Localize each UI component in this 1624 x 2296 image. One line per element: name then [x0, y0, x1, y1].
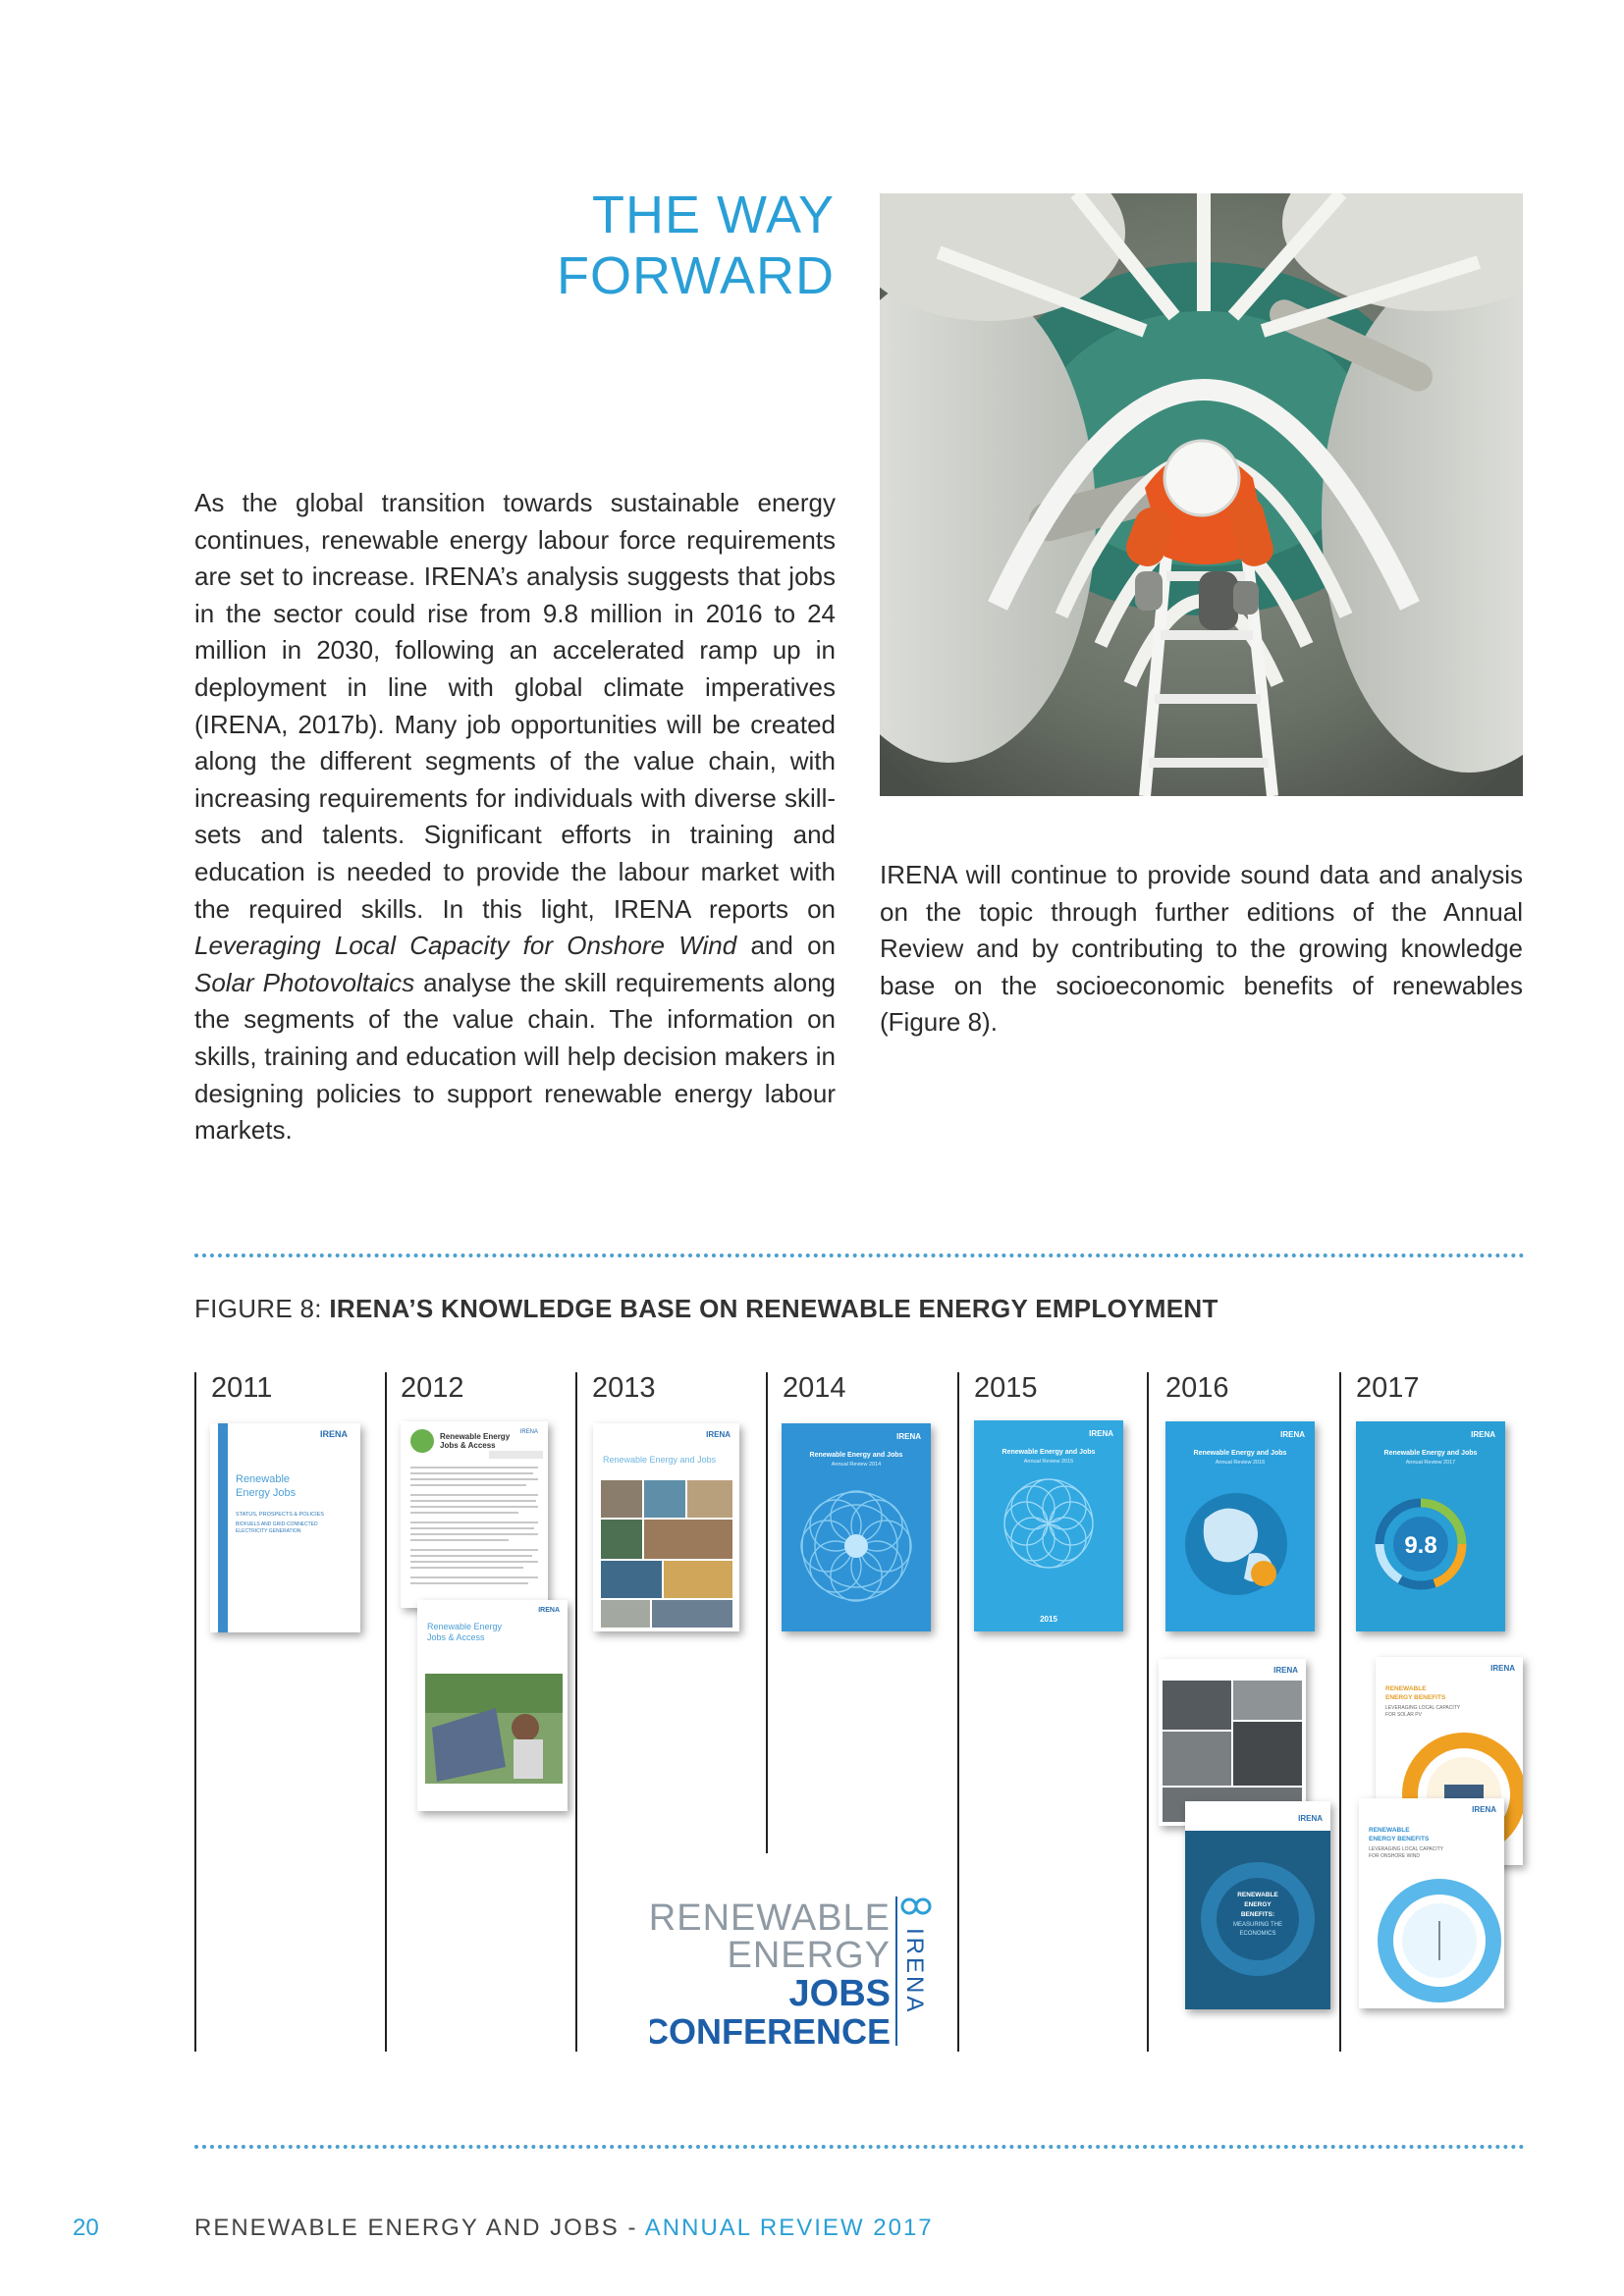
report-title-onshore-wind: Leveraging Local Capacity for Onshore Wind — [194, 931, 737, 961]
svg-text:ENERGY: ENERGY — [727, 1935, 891, 1976]
svg-text:BENEFITS:: BENEFITS: — [1240, 1911, 1275, 1918]
svg-text:CONFERENCE: CONFERENCE — [650, 2011, 891, 2052]
svg-text:FOR ONSHORE WIND: FOR ONSHORE WIND — [1369, 1853, 1420, 1859]
svg-text:Renewable: Renewable — [236, 1473, 291, 1485]
figure-title: IRENA’S KNOWLEDGE BASE ON RENEWABLE ENERGY EMPLOYMENT — [329, 1294, 1218, 1323]
figure-caption — [194, 1294, 1218, 1324]
svg-text:IRENA: IRENA — [706, 1430, 731, 1439]
report-cover-2013 — [593, 1423, 739, 1631]
svg-text:ENERGY BENEFITS: ENERGY BENEFITS — [1369, 1836, 1430, 1842]
svg-text:IRENA: IRENA — [1298, 1814, 1323, 1823]
page-title: THE WAY FORWARD — [557, 186, 835, 305]
year-2017: 2017 — [1356, 1372, 1420, 1404]
svg-text:Renewable Energy and Jobs: Renewable Energy and Jobs — [603, 1455, 717, 1465]
report-cover-2017-onshore-wind — [1359, 1798, 1504, 2008]
svg-text:BIOFUELS AND GRID-CONNECTED: BIOFUELS AND GRID-CONNECTED — [236, 1522, 318, 1527]
figure-top-divider — [194, 1254, 1525, 1257]
svg-text:RENEWABLE: RENEWABLE — [650, 1897, 891, 1939]
svg-text:IRENA: IRENA — [538, 1607, 560, 1614]
svg-text:IRENA: IRENA — [1273, 1666, 1298, 1675]
page-number: 20 — [73, 2215, 99, 2241]
report-cover-2012-jobs-access — [417, 1600, 568, 1811]
svg-text:Renewable Energy and Jobs: Renewable Energy and Jobs — [1193, 1450, 1287, 1457]
svg-text:MEASURING THE: MEASURING THE — [1233, 1922, 1282, 1928]
timeline-line-2011 — [194, 1372, 196, 2052]
svg-text:RENEWABLE: RENEWABLE — [1385, 1685, 1427, 1692]
svg-text:Jobs & Access: Jobs & Access — [427, 1632, 485, 1642]
jobs-conference-logo — [650, 1889, 935, 2056]
svg-text:Renewable Energy: Renewable Energy — [427, 1622, 503, 1631]
svg-text:Annual Review 2017: Annual Review 2017 — [1405, 1460, 1456, 1466]
svg-text:Renewable Energy and Jobs: Renewable Energy and Jobs — [1001, 1449, 1096, 1456]
svg-text:STATUS, PROSPECTS & POLICIES: STATUS, PROSPECTS & POLICIES — [236, 1512, 324, 1518]
svg-text:RENEWABLE: RENEWABLE — [1369, 1827, 1410, 1834]
report-title-solar-pv: Solar Photovoltaics — [194, 967, 415, 997]
svg-text:Renewable Energy and Jobs: Renewable Energy and Jobs — [809, 1452, 903, 1459]
timeline-line-2012 — [385, 1372, 387, 2052]
worker-ladder-photo — [880, 193, 1523, 796]
year-2015: 2015 — [974, 1372, 1038, 1404]
report-cover-2016-benefits — [1185, 1801, 1330, 2009]
report-cover-2011 — [210, 1423, 360, 1632]
svg-text:LEVERAGING LOCAL CAPACITY: LEVERAGING LOCAL CAPACITY — [1369, 1846, 1444, 1852]
report-cover-2017-annual-review — [1356, 1421, 1505, 1631]
year-2014: 2014 — [783, 1372, 846, 1404]
report-cover-2016-annual-review — [1165, 1421, 1315, 1631]
year-2013: 2013 — [592, 1372, 656, 1404]
timeline-line-2013 — [575, 1372, 577, 2052]
svg-text:IRENA: IRENA — [896, 1432, 921, 1441]
svg-text:ELECTRICITY GENERATION: ELECTRICITY GENERATION — [236, 1528, 301, 1534]
svg-text:IRENA: IRENA — [1280, 1430, 1305, 1439]
svg-text:RENEWABLE: RENEWABLE — [1237, 1892, 1278, 1898]
timeline-line-2017 — [1339, 1372, 1341, 2052]
year-2011: 2011 — [211, 1372, 273, 1404]
svg-text:Annual Review 2016: Annual Review 2016 — [1215, 1460, 1266, 1466]
svg-text:2015: 2015 — [1040, 1615, 1057, 1624]
svg-text:JOBS: JOBS — [788, 1973, 891, 2014]
report-cover-2015 — [974, 1420, 1123, 1631]
footer-accent: ANNUAL REVIEW 2017 — [644, 2215, 934, 2241]
running-footer: RENEWABLE ENERGY AND JOBS - ANNUAL REVIEW 2017 — [194, 2215, 934, 2241]
svg-text:LEVERAGING LOCAL CAPACITY: LEVERAGING LOCAL CAPACITY — [1385, 1705, 1461, 1711]
svg-text:Renewable Energy and Jobs: Renewable Energy and Jobs — [1383, 1450, 1478, 1457]
svg-text:Annual Review 2014: Annual Review 2014 — [831, 1462, 882, 1468]
irena-logo-text: IRENA — [319, 1429, 348, 1439]
svg-text:IRENA: IRENA — [519, 1429, 538, 1435]
svg-text:9.8: 9.8 — [1404, 1532, 1437, 1559]
year-2012: 2012 — [401, 1372, 464, 1404]
year-2016: 2016 — [1165, 1372, 1229, 1404]
svg-text:ENERGY: ENERGY — [1244, 1901, 1272, 1908]
svg-text:Jobs & Access: Jobs & Access — [440, 1441, 496, 1450]
svg-text:Annual Review 2015: Annual Review 2015 — [1023, 1459, 1074, 1465]
svg-text:Renewable Energy: Renewable Energy — [440, 1432, 511, 1441]
svg-text:IRENA: IRENA — [1471, 1430, 1495, 1439]
timeline-line-2016 — [1147, 1372, 1149, 2052]
figure-bottom-divider — [194, 2145, 1525, 2149]
svg-text:Energy Jobs: Energy Jobs — [236, 1487, 297, 1499]
report-cover-2014 — [782, 1423, 931, 1631]
svg-text:IRENA: IRENA — [1089, 1429, 1113, 1438]
svg-text:IRENA: IRENA — [1490, 1664, 1515, 1673]
timeline-line-2014 — [766, 1372, 768, 1853]
svg-text:IRENA: IRENA — [1472, 1805, 1496, 1814]
svg-text:ECONOMICS: ECONOMICS — [1239, 1931, 1276, 1937]
body-paragraph-left: As the global transition towards sustainable energy continues, renewable energy labour force requirements are set to increase. IRENA’s analysis suggests that jobs in the sector could rise from 9.8 million in 2016 to 24 million in 2030, following an accelerated ramp up in deployment in line with global climate imperatives (IRENA, 2017b). Many job opportunities will be created along the different segments of the value chain, with increasing requirements for individuals with diverse skill-sets and talents. Significant efforts in training and education is needed to provide the labour market with the required skills. In this light, IRENA reports on Leveraging Local Capacity for Onshore Wind and on Solar Photovoltaics analyse the skill requirements along the segments of the value chain. The information on skills, training and education will help decision makers in designing policies to support renewable energy labour markets. — [194, 488, 837, 1146]
body-paragraph-right: IRENA will continue to provide sound data and analysis on the topic through further editions of the Annual Review and by contributing to the growing knowledge base on the socioeconomic benefits of renewables (Figure 8). — [880, 860, 1523, 1038]
timeline-line-2015 — [957, 1372, 959, 2052]
svg-text:IRENA: IRENA — [901, 1928, 928, 2015]
figure-label: FIGURE 8: — [194, 1294, 330, 1323]
svg-text:FOR SOLAR PV: FOR SOLAR PV — [1385, 1712, 1422, 1718]
report-cover-2012-brief — [401, 1421, 548, 1608]
svg-text:ENERGY BENEFITS: ENERGY BENEFITS — [1385, 1694, 1446, 1701]
